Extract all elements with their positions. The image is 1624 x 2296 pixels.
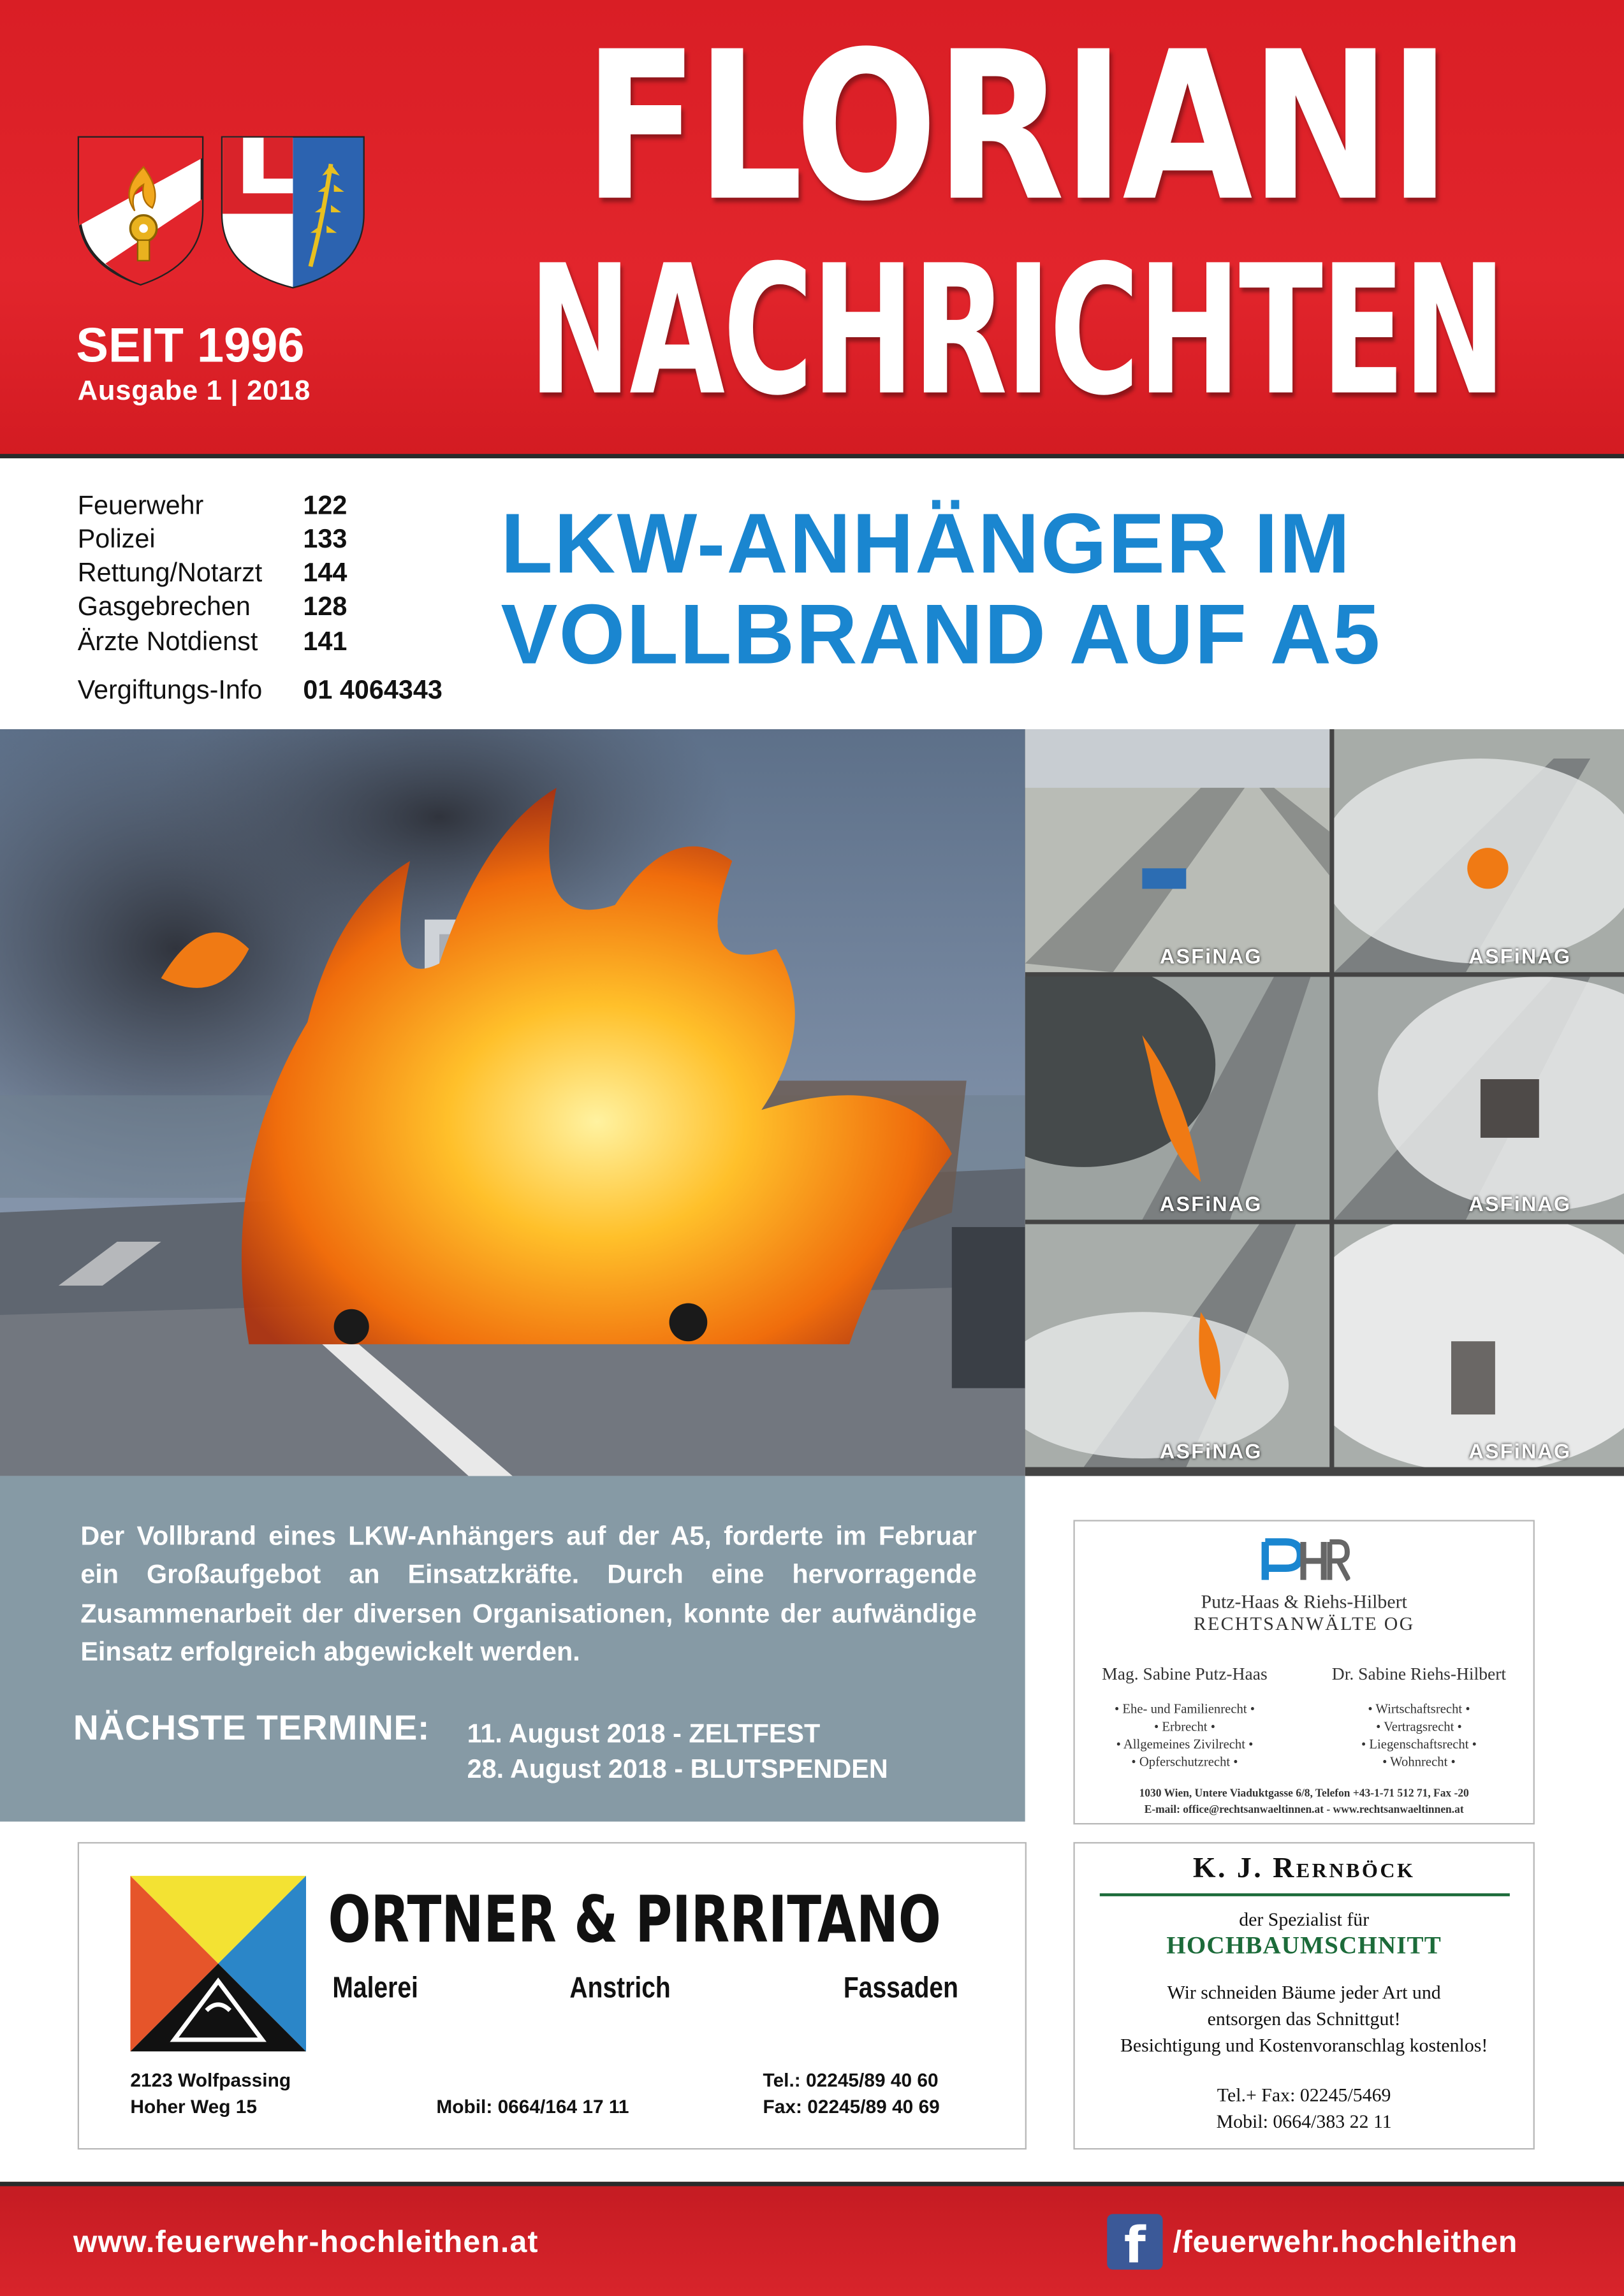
emergency-number: 122 — [303, 490, 347, 520]
company-phone: Tel.+ Fax: 02245/5469 — [1217, 2083, 1391, 2106]
painter-logo-icon — [130, 1876, 306, 2052]
camera-still — [1334, 1224, 1624, 1467]
ad-painter — [78, 1842, 1027, 2149]
emergency-number: 141 — [303, 627, 347, 657]
masthead-title-line1: FLORIANI — [583, 8, 1449, 248]
upcoming-events-label: NÄCHSTE TERMINE: — [73, 1708, 430, 1748]
practice-area: • Wohnrecht • — [1382, 1754, 1456, 1769]
ad-tree-service — [1073, 1842, 1534, 2149]
emergency-label: Feuerwehr — [77, 490, 204, 520]
firm-type: RECHTSANWÄLTE OG — [1193, 1612, 1415, 1634]
camera-still — [1334, 729, 1624, 972]
practice-area: • Wirtschaftsrecht • — [1368, 1701, 1470, 1717]
phr-logo — [1259, 1536, 1350, 1583]
event-item: 28. August 2018 - BLUTSPENDEN — [467, 1754, 888, 1784]
firm-address: 1030 Wien, Untere Viaduktgasse 6/8, Telefon +43-1-71 512 71, Fax -20 — [1139, 1786, 1469, 1800]
company-mobile: Mobil: 0664/164 17 11 — [436, 2095, 629, 2118]
emergency-number: 144 — [303, 558, 347, 588]
masthead-divider — [0, 454, 1624, 458]
camera-watermark: ASFiNAG — [1468, 1439, 1572, 1463]
emergency-label: Ärzte Notdienst — [77, 627, 258, 657]
lawyer-name: Mag. Sabine Putz-Haas — [1102, 1663, 1268, 1684]
footer-divider — [0, 2182, 1624, 2186]
firm-name: Putz-Haas & Riehs-Hilbert — [1201, 1590, 1407, 1613]
traffic-camera-grid — [1025, 729, 1624, 1476]
camera-watermark: ASFiNAG — [1468, 944, 1572, 968]
emergency-row — [78, 625, 488, 659]
website-link[interactable]: www.feuerwehr-hochleithen.at — [73, 2225, 539, 2260]
camera-still — [1025, 729, 1330, 972]
practice-area: • Ehe- und Familienrecht • — [1115, 1701, 1255, 1717]
name-divider — [1100, 1893, 1510, 1896]
company-address: 2123 Wolfpassing — [130, 2068, 291, 2091]
emergency-label: Polizei — [77, 524, 156, 554]
emergency-label: Vergiftungs-Info — [77, 675, 263, 704]
service: Fassaden — [843, 1972, 958, 2005]
emergency-row — [78, 556, 488, 590]
phr-logo-icon — [1259, 1536, 1350, 1583]
company-mobile: Mobil: 0664/383 22 11 — [1216, 2110, 1392, 2132]
main-photo-burning-trailer — [0, 729, 1025, 1476]
company-fax: Fax: 02245/89 40 69 — [763, 2095, 940, 2118]
intro-text: Der Vollbrand eines LKW-Anhängers auf der A5, forderte im Februar ein Großaufgebot an Einsatzkräfte. Durch eine hervorragende Zusammenarbeit der diversen Organisationen, konnte der aufwändige Einsatz erfolgreich abgewickelt werden. — [80, 1521, 977, 1666]
emergency-label: Rettung/Notarzt — [77, 558, 263, 588]
since-year: SEIT 1996 — [76, 317, 305, 372]
lawyer-name: Dr. Sabine Riehs-Hilbert — [1331, 1663, 1507, 1684]
headline-line1: LKW-ANHÄNGER IM — [501, 496, 1352, 592]
company-address: Hoher Weg 15 — [130, 2095, 257, 2118]
practice-area: • Allgemeines Zivilrecht • — [1116, 1736, 1254, 1752]
firm-contact: E-mail: office@rechtsanwaeltinnen.at - www.rechtsanwaeltinnen.at — [1144, 1802, 1464, 1816]
emergency-number: 01 4064343 — [303, 675, 443, 704]
camera-still — [1025, 1224, 1330, 1467]
specialty: HOCHBAUMSCHNITT — [1166, 1931, 1442, 1959]
description: entsorgen das Schnittgut! — [1207, 2007, 1401, 2030]
practice-area: • Liegenschaftsrecht • — [1361, 1736, 1477, 1752]
facebook-link[interactable]: /feuerwehr.hochleithen — [1173, 2225, 1518, 2260]
camera-still — [1025, 977, 1330, 1219]
company-phone: Tel.: 02245/89 40 60 — [763, 2068, 939, 2091]
service: Anstrich — [569, 1972, 671, 2005]
practice-area: • Vertragsrecht • — [1376, 1718, 1462, 1734]
tagline: der Spezialist für — [1239, 1908, 1370, 1930]
practice-area: • Erbrecht • — [1153, 1718, 1215, 1734]
practice-areas — [1309, 1700, 1528, 1770]
practice-area: • Opferschutzrecht • — [1131, 1754, 1238, 1769]
practice-areas — [1075, 1700, 1294, 1770]
description: Wir schneiden Bäume jeder Art und — [1167, 1981, 1441, 2003]
ad-law-firm — [1073, 1520, 1534, 1824]
issue-number: Ausgabe 1 | 2018 — [77, 376, 311, 407]
camera-watermark: ASFiNAG — [1159, 944, 1262, 968]
emergency-row — [78, 590, 488, 624]
emergency-row — [78, 489, 488, 523]
emergency-number: 133 — [303, 524, 347, 554]
company-name: ORTNER & PIRRITANO — [328, 1883, 941, 1958]
emergency-number: 128 — [303, 592, 347, 621]
emergency-row — [78, 674, 488, 708]
fire-brigade-emblem-icon — [76, 134, 205, 287]
emergency-row — [78, 523, 488, 556]
camera-still — [1334, 977, 1624, 1219]
service: Malerei — [332, 1972, 418, 2005]
company-name: K. J. Rernböck — [1192, 1852, 1416, 1885]
description: Besichtigung und Kostenvoranschlag kostenlos! — [1120, 2033, 1488, 2056]
event-item: 11. August 2018 - ZELTFEST — [467, 1718, 821, 1748]
facebook-icon[interactable]: f — [1107, 2214, 1162, 2269]
masthead-title-line2: NACHRICHTEN — [528, 227, 1505, 435]
camera-watermark: ASFiNAG — [1159, 1191, 1262, 1216]
camera-watermark: ASFiNAG — [1159, 1439, 1262, 1463]
coat-of-arms-icon — [219, 134, 366, 290]
emergency-label: Gasgebrechen — [77, 592, 251, 621]
headline-line2: VOLLBRAND AUF A5 — [501, 587, 1382, 683]
camera-watermark: ASFiNAG — [1468, 1191, 1572, 1216]
